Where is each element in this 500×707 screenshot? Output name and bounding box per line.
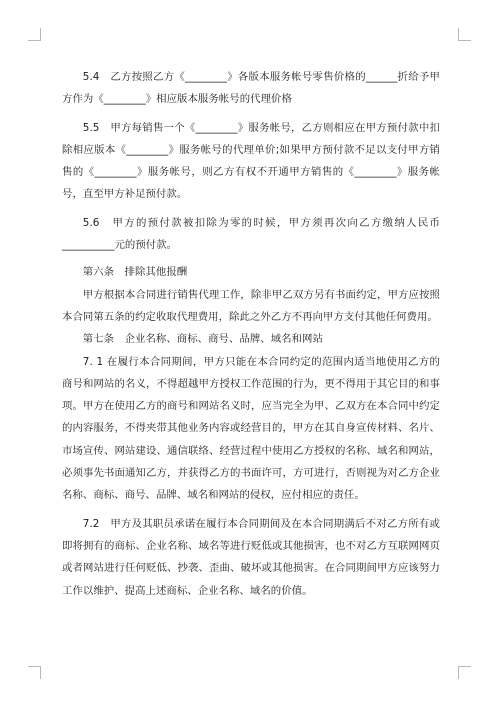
article-6-body: 甲方根据本合同进行销售代理工作，除非甲乙双方另有书面约定，甲方应按照本合同第五条的约定收取代理费用，除此之外乙方不再向甲方支付其他任何费用。 — [62, 288, 440, 323]
clause-5-4: 5.4 乙方按照乙方《________》各版本服务帐号零售价格的______折给予甲方作为《________》相应版本服务帐号的代理价格 — [62, 71, 440, 106]
crop-mark-bottom-right — [458, 666, 471, 679]
clause-5-6: 5.6 甲方的预付款被扣除为零的时候，甲方须再次向乙方缴纳人民币__________元的预付款。 — [62, 216, 440, 252]
document-body — [62, 66, 440, 602]
clause-7-1: 7. 1 在履行本合同期间，甲方只能在本合同约定的范围内适当地使用乙方的商号和网站的名义，不得超越甲方授权工作范围的行为，更不得用于其它目的和事项。甲方在使用乙方的商号和网站名义时，应当完全为甲、乙双方在本合同中约定的内容服务，不得夹带其他业务内容或经营目的，甲方在其自身宣传材料、名片、市场宣传、网站建设、通信联络、经营过程中使用乙方授权的名称、域名和网站，必须事先书面通知乙方，并获得乙方的书面许可，方可进行，否则视为对乙方企业名称、商标、商号、品牌、域名和网站的侵权，应付相应的责任。 — [62, 355, 440, 502]
clause-7-2: 7.2 甲方及其职员承诺在履行本合同期间及在本合同期满后不对乙方所有或即将拥有的商标、企业名称、域名等进行贬低或其他损害，也不对乙方互联网网页或者网站进行任何贬低、抄袭、歪曲、破坏或其他损害。在合同期间甲方应该努力工作以维护、提高上述商标、企业名称、域名的价值。 — [62, 517, 440, 597]
crop-mark-bottom-left — [28, 666, 41, 679]
crop-mark-top-left — [28, 28, 41, 41]
article-7-heading: 第七条 企业名称、商标、商号、品牌、域名和网站 — [82, 333, 323, 346]
crop-mark-top-right — [458, 28, 471, 41]
clause-5-5: 5.5 甲方每销售一个《________》服务帐号，乙方则相应在甲方预付款中扣除相应版本《________》服务帐号的代理单价;如果甲方预付款不足以支付甲方销售的《________》服务帐号，则乙方有权不开通甲方销售的《________》服务帐号，直至甲方补足预付款。 — [62, 121, 440, 201]
article-6-heading: 第六条 排除其他报酬 — [82, 266, 188, 279]
